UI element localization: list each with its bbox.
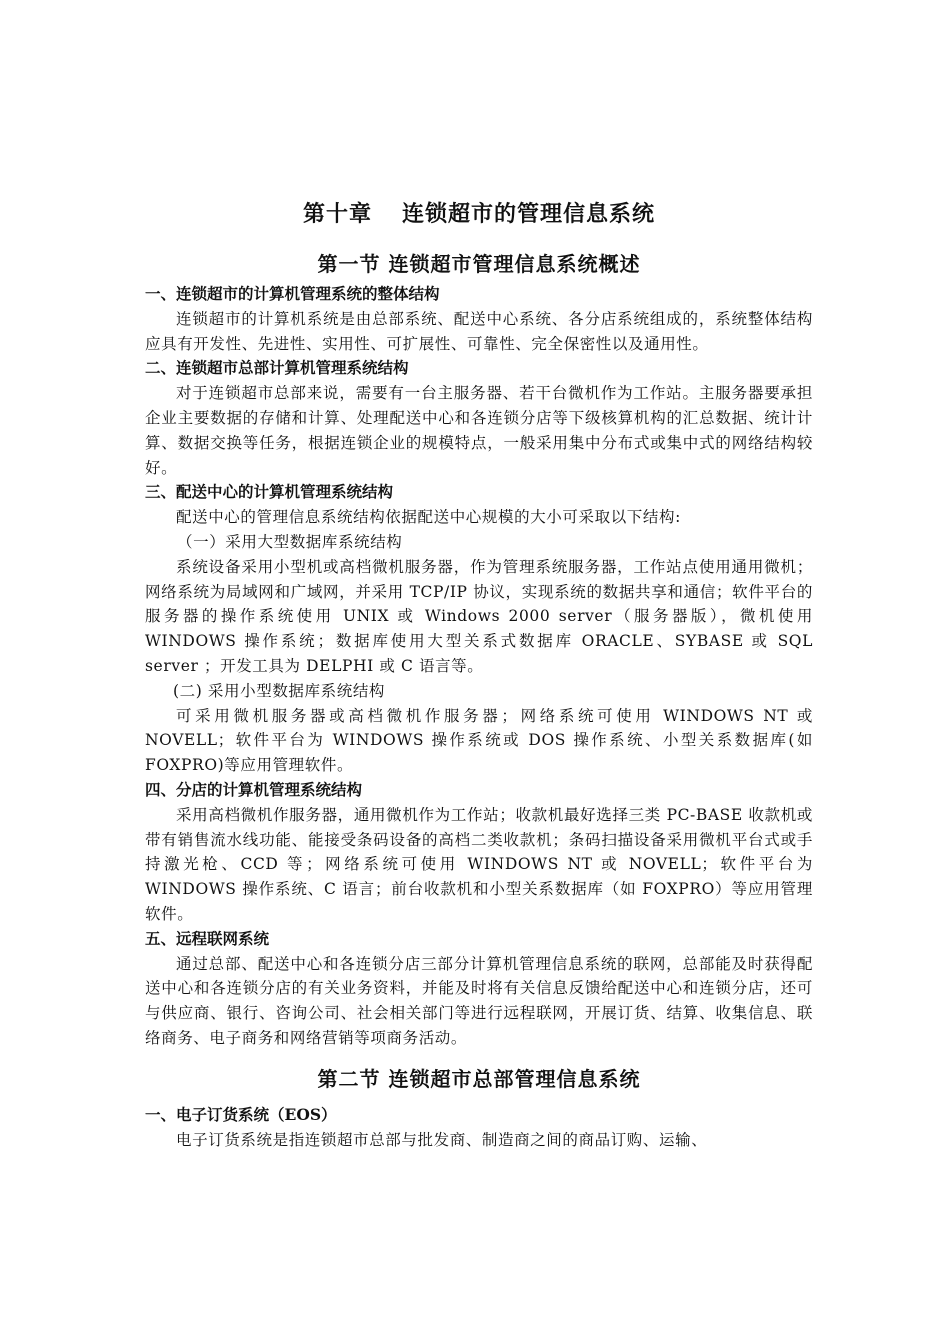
section-1-heading-1: 一、连锁超市的计算机管理系统的整体结构 — [145, 284, 440, 303]
section-1-paragraph-4: 采用高档微机作服务器，通用微机作为工作站；收款机最好选择三类 PC-BASE 收款机或带有销售流水线功能、能接受条码设备的高档二类收款机；条码扫描设备采用微机平台式或手持激光枪、CCD 等；网络系统可使用 WINDOWS NT 或 NOVELL；软件平台为 WINDOWS 操作系统、C 语言；前台收款机和小型关系数据库（如 FOXPRO）等应用管理软件。 — [145, 805, 813, 923]
chapter-number: 第十章 — [302, 201, 372, 227]
section-1-heading-3: 三、配送中心的计算机管理系统结构 — [145, 482, 394, 502]
chapter-title — [145, 196, 813, 232]
subheading-large-database: （一）采用大型数据库系统结构 — [177, 532, 403, 551]
section-1-heading-4: 四、分店的计算机管理系统结构 — [145, 779, 363, 799]
section-2-paragraph-1: 电子订货系统是指连锁超市总部与批发商、制造商之间的商品订购、运输、 — [176, 1130, 708, 1149]
section-1-paragraph-5: 通过总部、配送中心和各连锁分店三部分计算机管理信息系统的联网，总部能及时获得配送中心和各连锁分店的有关业务资料，并能及时将有关信息反馈给配送中心和连锁分店，还可与供应商、银行、咨询公司、社会相关部门等进行远程联网，开展订货、结算、收集信息、联络商务、电子商务和网络营销等项商务活动。 — [145, 954, 813, 1047]
paragraph-small-database: 可采用微机服务器或高档微机作服务器；网络系统可使用 WINDOWS NT 或 NOVELL；软件平台为 WINDOWS 操作系统或 DOS 操作系统、小型关系数据库(如 FOXPRO)等应用管理软件。 — [145, 706, 813, 775]
section-2-title: 第二节 连锁超市总部管理信息系统 — [317, 1066, 641, 1091]
section-1-title: 第一节 连锁超市管理信息系统概述 — [317, 252, 641, 276]
section-1-paragraph-2: 对于连锁超市总部来说，需要有一台主服务器、若干台微机作为工作站。主服务器要承担企业主要数据的存储和计算、处理配送中心和各连锁分店等下级核算机构的汇总数据、统计计算、数据交换等任务，根据连锁企业的规模特点，一般采用集中分布式或集中式的网络结构较好。 — [145, 384, 813, 477]
section-1-heading-5: 五、远程联网系统 — [145, 928, 270, 948]
document-content — [145, 196, 813, 1152]
subheading-small-database: (二) 采用小型数据库系统结构 — [173, 681, 386, 700]
paragraph-large-database: 系统设备采用小型机或高档微机服务器，作为管理系统服务器，工作站点使用通用微机；网络系统为局域网和广域网，并采用 TCP/IP 协议，实现系统的数据共享和通信；软件平台的服务器的操作系统使用 UNIX 或 Windows 2000 server（服务器版），微机使用 WINDOWS 操作系统；数据库使用大型关系式数据库 ORACLE、SYBASE 或 SQL server ；开发工具为 DELPHI 或 C 语言等。 — [145, 557, 813, 675]
section-1-heading-2: 二、连锁超市总部计算机管理系统结构 — [145, 358, 409, 378]
section-1-paragraph-1: 连锁超市的计算机系统是由总部系统、配送中心系统、各分店系统组成的，系统整体结构应具有开发性、先进性、实用性、可扩展性、可靠性、完全保密性以及通用性。 — [145, 309, 813, 353]
chapter-name: 连锁超市的管理信息系统 — [402, 201, 656, 227]
section-2-heading-1: 一、电子订货系统（EOS） — [145, 1104, 337, 1124]
section-1-paragraph-3: 配送中心的管理信息系统结构依据配送中心规模的大小可采取以下结构: — [176, 508, 681, 527]
